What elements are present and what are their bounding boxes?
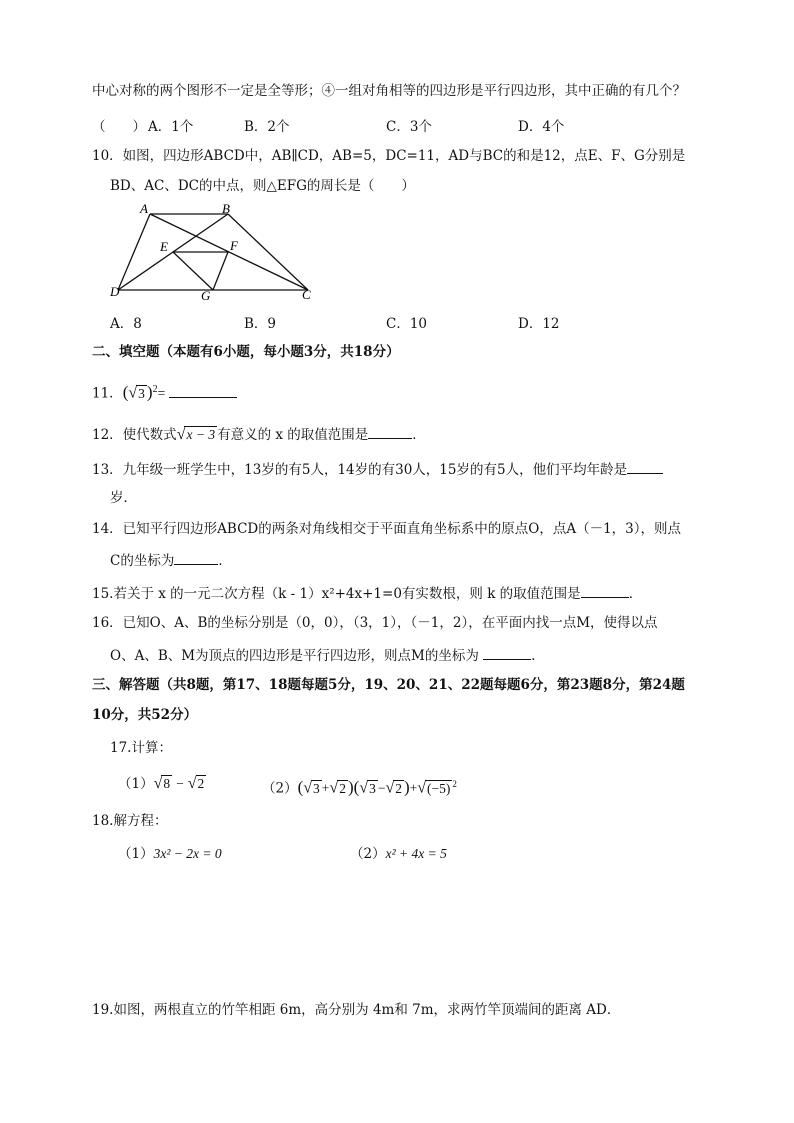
q10-line2: BD、AC、DC的中点，则△EFG的周长是（ ）: [110, 178, 415, 194]
q15: [92, 583, 642, 603]
q9-text: 中心对称的两个图形不一定是全等形；④一组对角相等的四边形是平行四边形，其中正确的有几个？: [92, 83, 686, 99]
section2-heading: 二、填空题（本题有6小题，每小题3分，共18分）: [92, 344, 400, 360]
q17-part1-radicand-b: 2: [197, 776, 205, 791]
q14-answer-blank[interactable]: [174, 550, 218, 565]
q16-text: O、A、B、M为顶点的四边形是平行四边形，则点M的坐标为: [110, 648, 479, 664]
q17-part2-minus: −: [377, 780, 386, 796]
q12-post: 有意义的 x 的取值范围是: [217, 427, 369, 443]
q17-part1: （1）√8 − √2: [118, 775, 205, 792]
q9-option-a: A．1个: [148, 119, 194, 135]
q17-part2-inner: (−5): [427, 780, 451, 796]
q11: 11．(√3 )$^2$=: [92, 381, 237, 403]
q16-line2: [110, 645, 545, 665]
q13-line1: [92, 459, 663, 479]
q11-equals: =: [157, 385, 166, 401]
label-b: B: [222, 201, 230, 216]
q9-answer-paren: （ ）: [92, 119, 146, 135]
q17-part2-plus: +: [321, 780, 330, 796]
q17-part2-label: （2）: [262, 780, 298, 797]
q18-part2: [350, 845, 447, 863]
q17-part1-label: （1）: [118, 776, 154, 792]
q9-option-c: C．3个: [386, 119, 432, 135]
q12-radicand: x − 3: [186, 427, 216, 442]
q13-answer-blank[interactable]: [627, 459, 663, 474]
q10-line1: 10．如图，四边形ABCD中，AB∥CD，AB=5，DC=11，AD与BC的和是12，点E、F、G分别是: [92, 148, 686, 164]
q12: 12．使代数式√x − 3 有意义的 x 的取值范围是 ．: [92, 426, 426, 443]
q17-part2-plus2: +: [409, 780, 418, 796]
trapezoid-figure: [100, 198, 330, 308]
q13-text: 13．九年级一班学生中，13岁的有5人，14岁的有30人，15岁的有5人，他们平均年龄是: [92, 462, 628, 478]
q17-part2-exp: 2: [452, 779, 457, 789]
q17-title: 17.计算：: [110, 740, 172, 756]
label-a: A: [140, 201, 148, 216]
q11-radicand: 3: [138, 385, 145, 401]
q12-pre: 12．使代数式: [92, 427, 177, 443]
q16-answer-blank[interactable]: [483, 645, 531, 660]
q17-part2-b2: 2: [395, 780, 402, 796]
q16-end: ．: [531, 648, 545, 664]
q17-part2: （2）(√3 +√2 )(√3 −√2 )+√(−5) $^2$: [262, 777, 457, 797]
q11-num: 11．: [92, 385, 123, 402]
q10-option-b: B．9: [244, 316, 277, 332]
q19-text: 19.如图，两根直立的竹竿相距 6m，高分别为 4m和 7m，求两竹竿顶端间的距离 AD．: [92, 1002, 621, 1018]
q14-line1: 14．已知平行四边形ABCD的两条对角线相交于平面直角坐标系中的原点O，点A（－1，3），则点: [92, 521, 681, 537]
q18-part2-label: （2）: [350, 846, 386, 862]
q18-part1: [118, 845, 222, 863]
q18-part1-label: （1）: [118, 846, 154, 862]
label-e: E: [160, 239, 168, 254]
q10-option-d: D．12: [518, 316, 560, 332]
section3-heading-line1: 三、解答题（共8题，第17、18题每题5分，19、20、21、22题每题6分，第23题8分，第24题: [92, 677, 685, 693]
q9-option-d: D．4个: [518, 119, 565, 135]
q17-part1-radicand-a: 8: [163, 776, 171, 791]
q9-option-b: B．2个: [244, 119, 290, 135]
q17-part2-a2: 3: [369, 780, 376, 796]
q14-end: ．: [218, 553, 232, 569]
q10-option-c: C．10: [386, 316, 428, 332]
label-d: D: [110, 284, 120, 299]
q11-answer-blank[interactable]: [169, 383, 237, 398]
q15-end: ．: [628, 586, 643, 602]
q17-part2-b1: 2: [339, 780, 346, 796]
q17-part1-operator: −: [176, 776, 184, 791]
q18-part1-eq: 3x² − 2x = 0: [153, 846, 222, 861]
q14-line2: [110, 550, 232, 570]
label-f: F: [230, 238, 238, 253]
q12-end: ．: [412, 427, 426, 443]
section3-heading-line2: 10分，共52分）: [92, 707, 198, 723]
q18-title: 18.解方程：: [92, 813, 168, 829]
q11-exponent: 2: [152, 384, 158, 395]
q12-answer-blank[interactable]: [368, 424, 412, 439]
q18-part2-eq: x² + 4x = 5: [385, 846, 447, 861]
label-c: C: [302, 287, 311, 302]
label-g: G: [201, 288, 211, 303]
q14-text: C的坐标为: [110, 553, 175, 569]
q13-line2: 岁．: [110, 490, 137, 506]
q17-part2-a1: 3: [313, 780, 320, 796]
q16-line1: 16．已知O、A、B的坐标分别是（0，0），（3，1），（－1，2），在平面内找一点M，使得以点: [92, 615, 658, 631]
q10-option-a: A．8: [110, 316, 142, 332]
q15-text: 15.若关于 x 的一元二次方程（k - 1）x²+4x+1=0有实数根，则 k 的取值范围是: [92, 586, 581, 602]
q15-answer-blank[interactable]: [581, 583, 629, 598]
